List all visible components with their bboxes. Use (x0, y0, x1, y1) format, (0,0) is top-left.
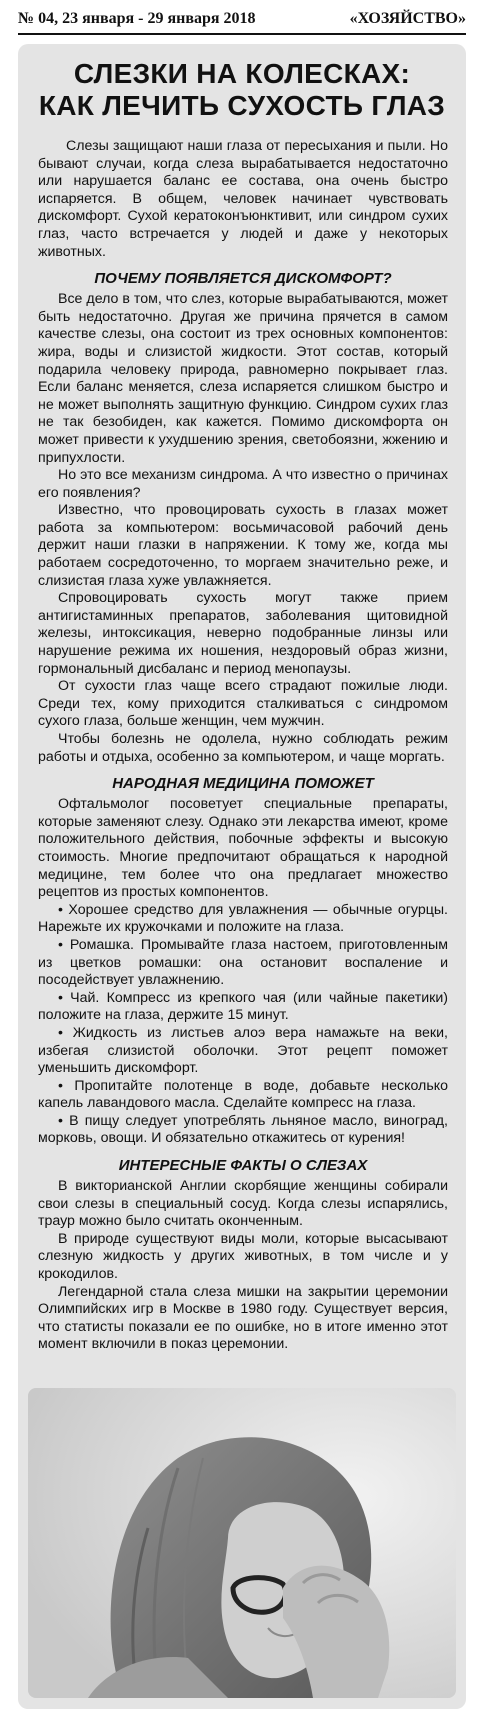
woman-rubbing-eyes-illustration (28, 1388, 456, 1698)
paragraph: Легендарной стала слеза мишки на закрытии церемонии Олимпийских игр в Москве в 1980 году. Существует версия, что статисты показали ее по ошибке, но в итоге именно этот момент включили в показ церемонии. (38, 1283, 448, 1353)
paragraph: От сухости глаз чаще всего страдают пожилые люди. Среди тех, кому приходится сталкиваться с синдромом сухого глаза, больше женщин, чем мужчин. (38, 678, 448, 730)
section-heading-folk-medicine: НАРОДНАЯ МЕДИЦИНА ПОМОЖЕТ (112, 775, 374, 793)
remedy-item: • Ромашка. Промывайте глаза настоем, приготовленным из цветков ромашки: она остановит воспаление и посодействует увлажнению. (38, 936, 448, 989)
title-line-1: СЛЕЗКИ НА КОЛЕСКАХ: (73, 58, 411, 89)
article-title (18, 58, 466, 122)
paragraph: Офтальмолог посоветует специальные препараты, которые заменяют слезу. Однако эти лекарства имеют, кроме положительного действия, побочные эффекты и высокую стоимость. Многие предпочитают обращаться к народной медицине, тем более что она предлагает множество рецептов из простых компонентов. (38, 796, 448, 901)
paragraph: Известно, что провоцировать сухость в глазах может работа за компьютером: восьмичасовой рабочий день держит наши глазки в напряжении. К тому же, когда мы работаем сосредоточенно, то моргаем значительно реже, и слизистая глаза хуже увлажняется. (38, 502, 448, 589)
remedy-item: • Пропитайте полотенце в воде, добавьте несколько капель лавандового масла. Сделайте компресс на глаза. (38, 1077, 448, 1112)
issue-date: № 04, 23 января - 29 января 2018 (18, 10, 256, 27)
remedy-item: • Жидкость из листьев алоэ вера намажьте на веки, избегая слизистой оболочки. Этот рецепт поможет уменьшить дискомфорт. (38, 1024, 448, 1077)
section-name: «ХОЗЯЙСТВО» (349, 10, 466, 27)
article-body (38, 138, 448, 1354)
remedy-item: • В пищу следует употреблять льняное масло, виноград, морковь, овощи. И обязательно откажитесь от курения! (38, 1112, 448, 1147)
paragraph: В викторианской Англии скорбящие женщины собирали свои слезы в специальный сосуд. Когда слезы испарялись, траур можно было считать оконченным. (38, 1178, 448, 1230)
paragraph: В природе существуют виды моли, которые высасывают слезную жидкость у других животных, в том числе и у крокодилов. (38, 1230, 448, 1283)
paragraph: Но это все механизм синдрома. А что известно о причинах его появления? (38, 467, 448, 501)
remedy-item: • Хорошее средство для увлажнения — обычные огурцы. Нарежьте их кружочками и положите на глаза. (38, 901, 448, 936)
section-heading-facts: ИНТЕРЕСНЫЕ ФАКТЫ О СЛЕЗАХ (118, 1157, 368, 1175)
masthead (18, 6, 466, 32)
masthead-divider (18, 33, 466, 35)
paragraph: Спровоцировать сухость могут также прием антигистаминных препаратов, заболевания щитовидной железы, интоксикация, неверно подобранные линзы или нарушение режима их ношения, нездоровый образ жизни, гормональный дисбаланс и период менопаузы. (38, 590, 448, 677)
paragraph: Все дело в том, что слез, которые вырабатываются, может быть недостаточно. Другая же причина прячется в самом качестве слезы, она состоит из трех основных компонентов: жира, воды и слизистой жидкости. Этот состав, который подарила человеку природа, равномерно покрывает глаз. Если баланс меняется, слеза испаряется слишком быстро и не может выполнять защитную функцию. Синдром сухих глаз не так безобиден, как кажется. Помимо дискомфорта он может привести к ухудшению зрения, светобоязни, жжению и припухлости. (38, 291, 448, 466)
paragraph: Чтобы болезнь не одолела, нужно соблюдать режим работы и отдыха, особенно за компьютером, и чаще моргать. (38, 731, 448, 765)
remedy-item: • Чай. Компресс из крепкого чая (или чайные пакетики) положите на глаза, держите 15 минут. (38, 989, 448, 1024)
section-heading-discomfort: ПОЧЕМУ ПОЯВЛЯЕТСЯ ДИСКОМФОРТ? (94, 270, 392, 288)
intro-paragraph: Слезы защищают наши глаза от пересыхания и пыли. Но бывают случаи, когда слеза вырабатывается недостаточно или нарушается баланс ее состава, она очень быстро испаряется. В общем, человек начинает чувствовать дискомфорт. Сухой кератоконъюнктивит, или синдром сухих глаз, часто встречается у людей и даже у некоторых животных. (38, 138, 448, 260)
title-line-2: КАК ЛЕЧИТЬ СУХОСТЬ ГЛАЗ (38, 90, 446, 121)
article-photo (28, 1388, 456, 1698)
